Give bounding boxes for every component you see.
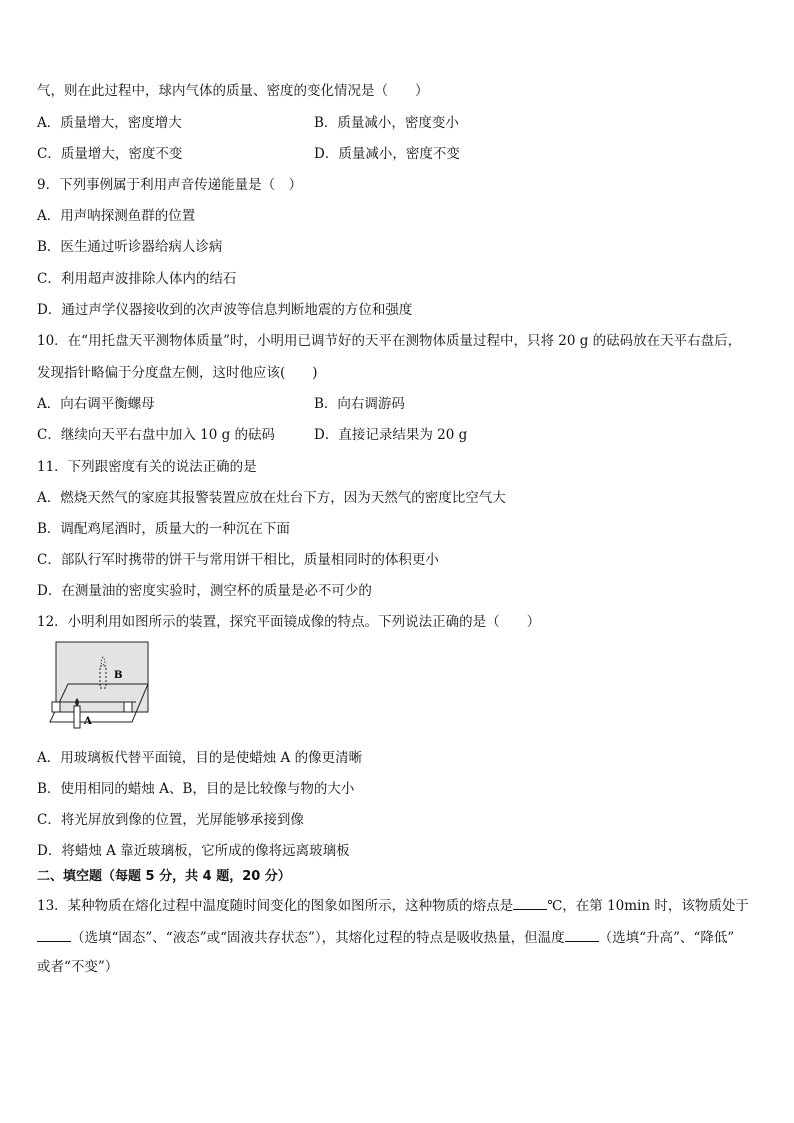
q13-line2 bbox=[37, 927, 734, 947]
q13-blank-melting-point[interactable] bbox=[513, 895, 547, 910]
left-clamp bbox=[52, 702, 60, 712]
q10-option-d: D．直接记录结果为 20 g bbox=[314, 427, 468, 443]
q10-stem-line1: 10．在“用托盘天平测物体质量”时，小明用已调节好的天平在测物体质量过程中，只将 20 g 的砝码放在天平右盘后， bbox=[37, 333, 742, 349]
q12-option-b: B．使用相同的蜡烛 A、B，目的是比较像与物的大小 bbox=[37, 781, 355, 797]
q10-stem-line2: 发现指针略偏于分度盘左侧，这时他应该( ) bbox=[37, 365, 318, 381]
q8-stem: 气，则在此过程中，球内气体的质量、密度的变化情况是（ ） bbox=[37, 83, 429, 99]
q13-blank-temperature[interactable] bbox=[565, 927, 599, 942]
q12-option-a: A．用玻璃板代替平面镜，目的是使蜡烛 A 的像更清晰 bbox=[37, 750, 363, 766]
q10-option-c: C．继续向天平右盘中加入 10 g 的砝码 bbox=[37, 427, 276, 443]
q9-option-d: D．通过声学仪器接收到的次声波等信息判断地震的方位和强度 bbox=[37, 302, 413, 318]
q13-blank-state[interactable] bbox=[37, 927, 71, 942]
q13-line3: 或者“不变”） bbox=[37, 959, 119, 975]
q12-option-d: D．将蜡烛 A 靠近玻璃板，它所成的像将远离玻璃板 bbox=[37, 843, 350, 859]
section-heading: 二、填空题（每题 5 分，共 4 题，20 分） bbox=[37, 869, 291, 884]
q13-line2-text-a: （选填“固态”、“液态”或“固液共存状态”），其熔化过程的特点是吸收热量，但温度 bbox=[71, 930, 565, 946]
candle-a bbox=[74, 706, 80, 728]
q13-line1-text-b: ℃，在第 10min 时，该物质处于 bbox=[547, 898, 749, 914]
label-a: A bbox=[84, 716, 92, 727]
q9-option-a: A．用声呐探测鱼群的位置 bbox=[37, 208, 196, 224]
q12-option-c: C．将光屏放到像的位置，光屏能够承接到像 bbox=[37, 812, 304, 828]
label-b: B bbox=[114, 670, 123, 681]
q8-option-c: C．质量增大，密度不变 bbox=[37, 146, 183, 162]
q11-option-b: B．调配鸡尾酒时，质量大的一种沉在下面 bbox=[37, 521, 290, 537]
q13-line2-text-b: （选填“升高”、“降低” bbox=[598, 930, 735, 946]
q9-stem: 9．下列事例属于利用声音传递能量是（ ） bbox=[37, 177, 303, 193]
right-clamp bbox=[124, 702, 132, 712]
q13-line1-text-a: 13．某种物质在熔化过程中温度随时间变化的图象如图所示，这种物质的熔点是 bbox=[37, 898, 514, 914]
q9-option-b: B．医生通过听诊器给病人诊病 bbox=[37, 239, 223, 255]
q13-line1 bbox=[37, 895, 749, 915]
q10-option-b: B．向右调游码 bbox=[314, 396, 405, 412]
q11-option-a: A．燃烧天然气的家庭其报警装置应放在灶台下方，因为天然气的密度比空气大 bbox=[37, 490, 506, 506]
q11-option-d: D．在测量油的密度实验时，测空杯的质量是必不可少的 bbox=[37, 583, 372, 599]
q10-option-a: A．向右调平衡螺母 bbox=[37, 396, 155, 412]
q12-stem: 12．小明利用如图所示的装置，探究平面镜成像的特点。下列说法正确的是（ ） bbox=[37, 614, 541, 630]
q8-option-a: A．质量增大，密度增大 bbox=[37, 115, 182, 131]
mirror-experiment-figure bbox=[48, 640, 152, 736]
q11-stem: 11．下列跟密度有关的说法正确的是 bbox=[37, 459, 257, 475]
q8-option-b: B．质量减小，密度变小 bbox=[314, 115, 459, 131]
q8-option-d: D．质量减小，密度不变 bbox=[314, 146, 460, 162]
q11-option-c: C．部队行军时携带的饼干与常用饼干相比，质量相同时的体积更小 bbox=[37, 552, 439, 568]
q9-option-c: C．利用超声波排除人体内的结石 bbox=[37, 271, 237, 287]
